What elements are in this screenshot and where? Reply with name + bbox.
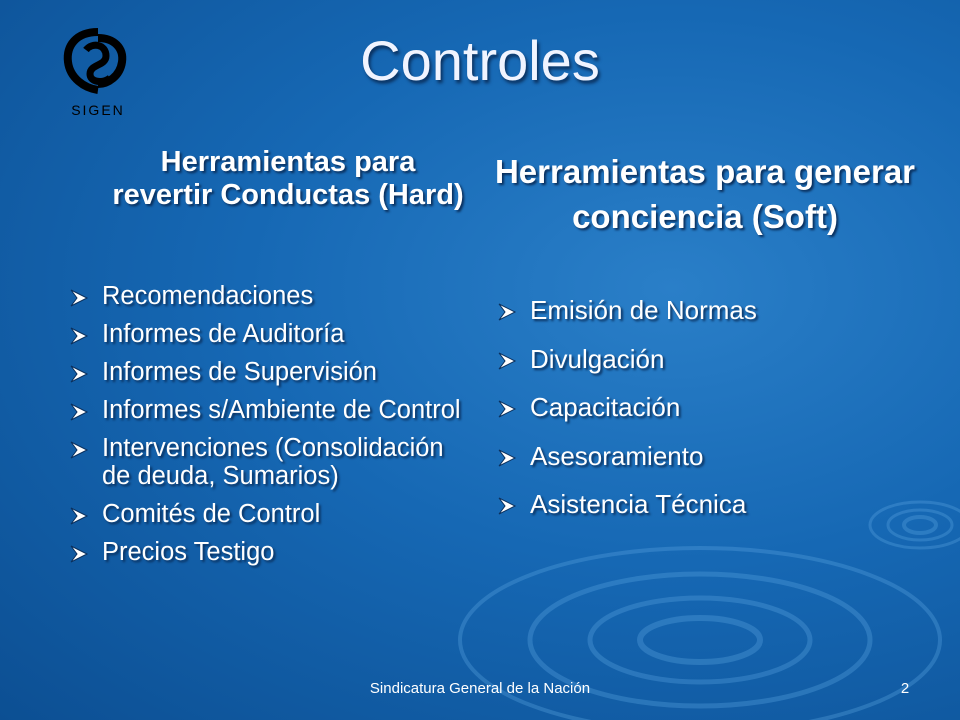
arrow-bullet-icon — [68, 363, 90, 385]
list-item — [494, 393, 934, 422]
list-item — [494, 442, 934, 471]
logo-text: SIGEN — [71, 102, 125, 118]
list-item-text: Emisión de Normas — [530, 295, 757, 325]
arrow-bullet-icon — [68, 287, 90, 309]
arrow-bullet-icon — [496, 301, 518, 323]
list-item — [66, 396, 476, 424]
list-item — [66, 434, 476, 490]
list-item — [494, 345, 934, 374]
list-item-text: Intervenciones (Consolidación de deuda, Sumarios) — [102, 434, 444, 491]
list-item-text: Informes de Auditoría — [102, 320, 345, 349]
list-item-text: Informes de Supervisión — [102, 358, 377, 387]
list-item — [66, 538, 476, 566]
arrow-bullet-icon — [496, 350, 518, 372]
list-item-text: Asesoramiento — [530, 440, 704, 471]
list-item — [494, 490, 934, 519]
list-item-text: Recomendaciones — [102, 282, 314, 310]
arrow-bullet-icon — [68, 505, 90, 527]
arrow-bullet-icon — [496, 447, 518, 469]
slide-title: Controles — [360, 29, 600, 92]
list-item — [66, 358, 476, 386]
slide-footer: Sindicatura General de la Nación — [369, 680, 591, 697]
list-item-text: Informes s/Ambiente de Control — [102, 396, 461, 425]
list-item — [66, 500, 476, 528]
arrow-bullet-icon — [68, 325, 90, 347]
right-bullet-list — [494, 296, 934, 539]
list-item-text: Divulgación — [530, 343, 665, 374]
page-number: 2 — [900, 680, 910, 697]
list-item-text: Comités de Control — [102, 500, 321, 529]
arrow-bullet-icon — [496, 495, 518, 517]
arrow-bullet-icon — [68, 543, 90, 565]
arrow-bullet-icon — [68, 401, 90, 423]
list-item-text: Asistencia Técnica — [530, 489, 747, 520]
left-column-heading: Herramientas para revertir Conductas (Hard) — [112, 146, 464, 212]
list-item — [66, 282, 476, 310]
left-bullet-list — [66, 282, 476, 576]
list-item-text: Capacitación — [530, 392, 681, 423]
list-item — [66, 320, 476, 348]
right-column-heading: Herramientas para generar conciencia (Soft) — [494, 153, 916, 235]
arrow-bullet-icon — [496, 398, 518, 420]
arrow-bullet-icon — [68, 439, 90, 461]
list-item-text: Precios Testigo — [102, 538, 275, 567]
list-item — [494, 296, 934, 325]
